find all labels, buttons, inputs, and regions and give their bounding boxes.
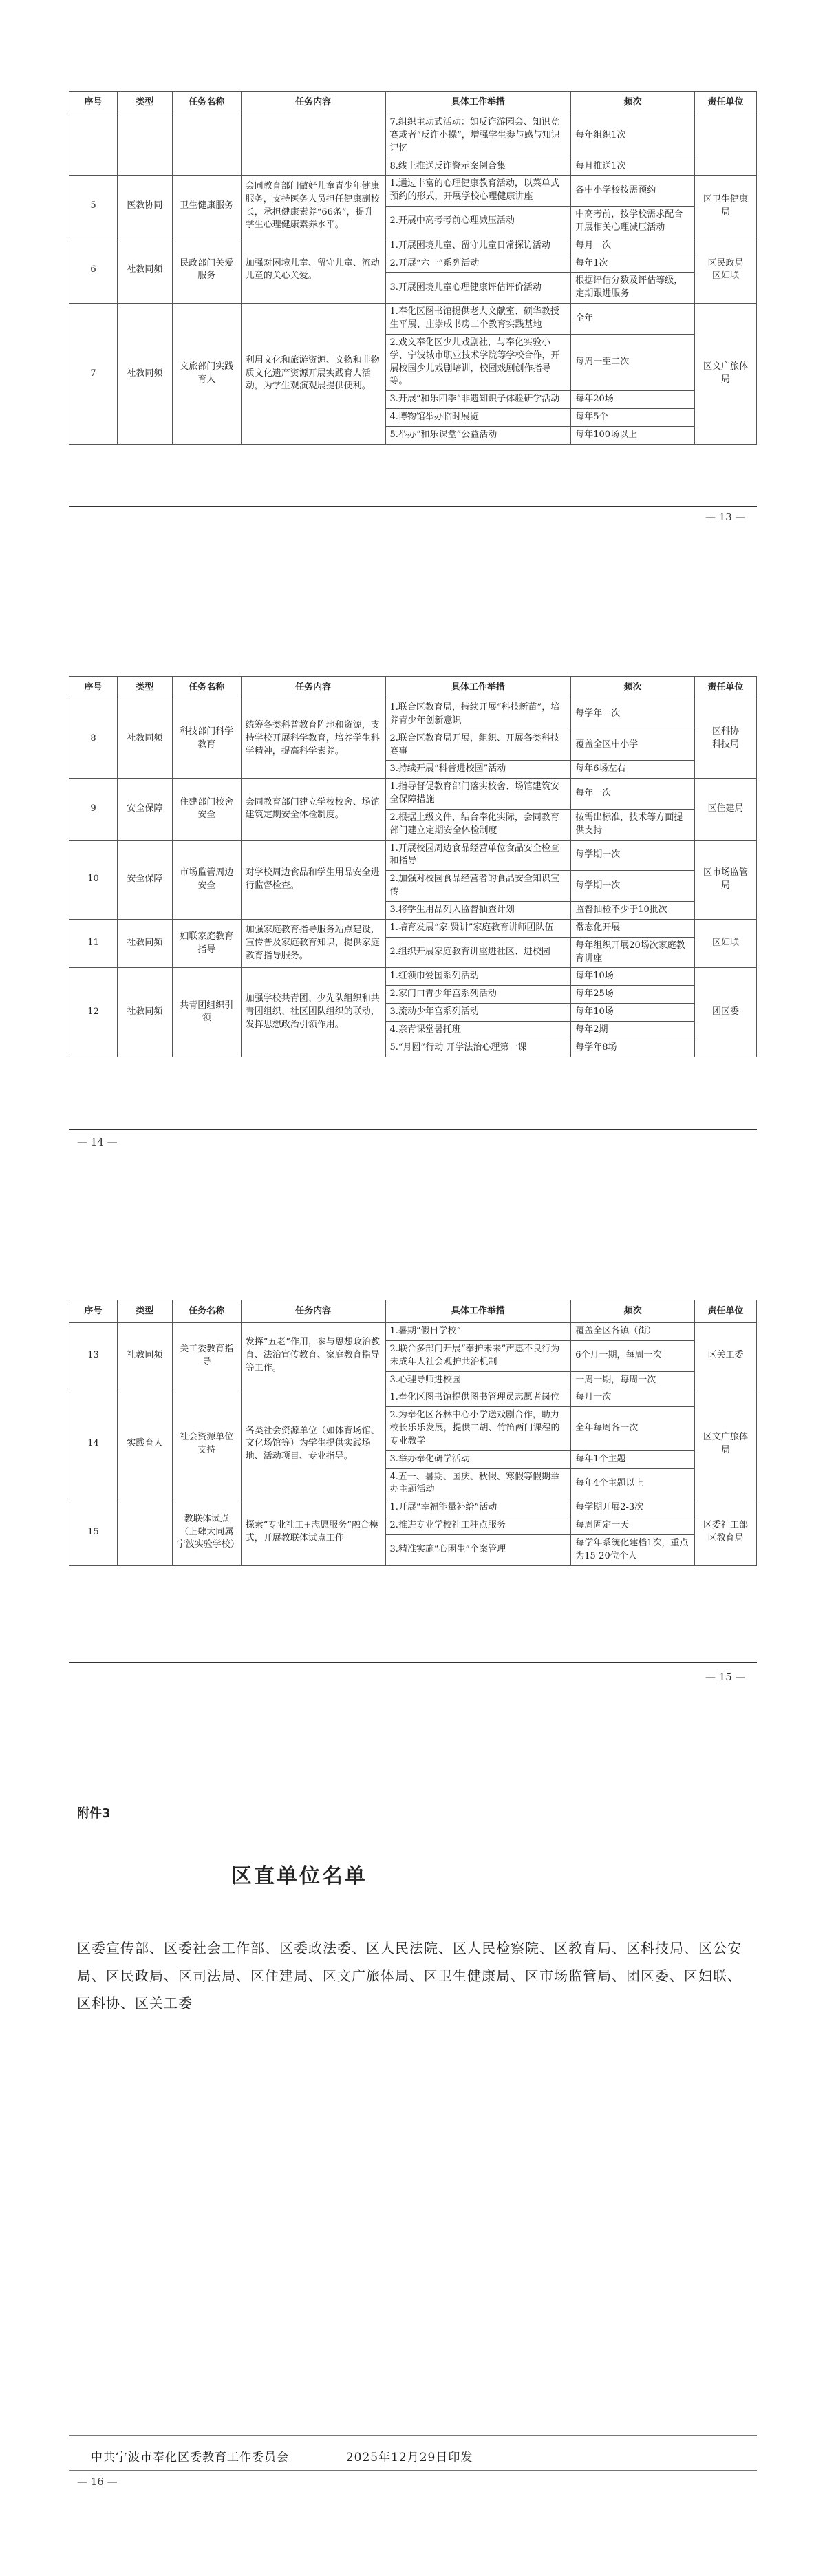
frequency: 每周一至二次 (571, 334, 695, 390)
task-content: 加强对困境儿童、留守儿童、流动儿童的关心关爱。 (241, 237, 385, 303)
frequency: 6个月一期，每周一次 (571, 1340, 695, 1371)
work-measure: 2.联合多部门开展“奉护未来”声惠不良行为未成年人社会观护共治机制 (385, 1340, 571, 1371)
frequency: 每学年系统化建档1次，重点为15-20位个人 (571, 1534, 695, 1565)
task-type: 社教同频 (117, 237, 172, 303)
table-row (69, 1323, 757, 1341)
work-measure: 2.加强对校园食品经营者的食品安全知识宣传 (385, 871, 571, 902)
column-header: 频次 (571, 677, 695, 699)
responsible-unit: 区住建局 (695, 779, 757, 840)
task-type (117, 1499, 172, 1565)
page-number-14: — 14 — (77, 1136, 118, 1148)
task-number: 8 (69, 699, 118, 779)
table-row (69, 968, 757, 986)
task-number: 9 (69, 779, 118, 840)
work-measure: 7.组织主动式活动：如反诈游园会、知识竞赛或者“反诈小操”，增强学生参与感与知识记忆 (385, 114, 571, 158)
page-number-13: — 13 — (705, 511, 746, 523)
task-type: 实践育人 (117, 1389, 172, 1499)
work-measure: 2.开展“六一”系列活动 (385, 255, 571, 273)
work-measure: 3.开展困境儿童心理健康评估评价活动 (385, 273, 571, 304)
frequency: 每年2期 (571, 1021, 695, 1039)
work-measure: 2.开展中高考考前心理减压活动 (385, 207, 571, 237)
task-name: 教联体试点（上肆大同属宁波实验学校） (172, 1499, 241, 1565)
task-content: 探索“专业社工+志愿服务”融合模式，开展教联体试点工作 (241, 1499, 385, 1565)
work-measure: 2.戏文奉化区少儿戏剧社，与奉化实验小学、宁波城市职业技术学院等学校合作，开展校园少儿戏剧培训，校园戏剧创作指导等。 (385, 334, 571, 390)
task-number: 10 (69, 840, 118, 919)
frequency: 每年25场 (571, 986, 695, 1004)
task-table-page-15 (69, 1300, 757, 1566)
work-measure: 8.线上推送反诈警示案例合集 (385, 158, 571, 176)
frequency: 每年1次 (571, 255, 695, 273)
table-row (69, 699, 757, 730)
frequency: 每学年8场 (571, 1039, 695, 1057)
work-measure: 3.持续开展“科普进校园”活动 (385, 761, 571, 779)
page-number-15: — 15 — (705, 1671, 746, 1683)
table-header-row (69, 1300, 757, 1323)
column-header: 责任单位 (695, 677, 757, 699)
column-header: 类型 (117, 677, 172, 699)
column-header: 频次 (571, 92, 695, 114)
task-type: 医教协同 (117, 176, 172, 237)
attachment-title: 区直单位名单 (231, 1864, 367, 1888)
task-name: 民政部门关爱服务 (172, 237, 241, 303)
task-number: 11 (69, 919, 118, 968)
responsible-unit: 区文广旅体局 (695, 304, 757, 445)
responsible-unit: 区民政局 区妇联 (695, 237, 757, 303)
task-name: 住建部门校舍安全 (172, 779, 241, 840)
frequency: 覆盖全区各镇（街） (571, 1323, 695, 1341)
work-measure: 2.组织开展家庭教育讲座进社区、进校园 (385, 937, 571, 968)
frequency: 每月一次 (571, 1389, 695, 1407)
frequency: 常态化开展 (571, 919, 695, 937)
column-header: 序号 (69, 1300, 118, 1323)
frequency: 根据评估分数及评估等级，定期跟进服务 (571, 273, 695, 304)
frequency: 每学年一次 (571, 699, 695, 730)
column-header: 责任单位 (695, 1300, 757, 1323)
frequency: 每年1个主题 (571, 1450, 695, 1468)
table-row (69, 840, 757, 871)
frequency: 按需出标准，技术等方面提供支持 (571, 809, 695, 840)
work-measure: 2.为奉化区各林中心小学送戏剧合作，助力校长乐乐发展，提供二胡、竹笛两门课程的专业教学 (385, 1407, 571, 1451)
page-divider (69, 506, 757, 507)
table-row (69, 237, 757, 255)
work-measure: 1.开展“幸福能量补给”活动 (385, 1499, 571, 1517)
task-name: 科技部门科学教育 (172, 699, 241, 779)
column-header: 序号 (69, 92, 118, 114)
task-type: 安全保障 (117, 779, 172, 840)
column-header: 任务名称 (172, 1300, 241, 1323)
work-measure: 5.“月圆”行动 开学法治心理第一课 (385, 1039, 571, 1057)
responsible-unit (695, 114, 757, 176)
column-header: 具体工作举措 (385, 92, 571, 114)
responsible-unit: 区卫生健康局 (695, 176, 757, 237)
column-header: 责任单位 (695, 92, 757, 114)
frequency: 每年10场 (571, 968, 695, 986)
responsible-unit: 区文广旅体局 (695, 1389, 757, 1499)
column-header: 具体工作举措 (385, 1300, 571, 1323)
work-measure: 1.开展困境儿童、留守儿童日常探访活动 (385, 237, 571, 255)
issuer-name: 中共宁波市奉化区委教育工作委员会 (91, 2451, 289, 2464)
responsible-unit: 区妇联 (695, 919, 757, 968)
task-number: 6 (69, 237, 118, 303)
frequency: 全年每周各一次 (571, 1407, 695, 1451)
frequency: 每学期开展2-3次 (571, 1499, 695, 1517)
task-type: 社教同频 (117, 699, 172, 779)
column-header: 序号 (69, 677, 118, 699)
work-measure: 3.开展“和乐四季”非遗知识子体验研学活动 (385, 391, 571, 409)
task-content: 利用文化和旅游资源、文物和非物质文化遗产资源开展实践育人活动，为学生观演观展提供便利。 (241, 304, 385, 445)
frequency: 全年 (571, 304, 695, 335)
work-measure: 1.培育发展“家·贤讲”家庭教育讲师团队伍 (385, 919, 571, 937)
task-content: 对学校周边食品和学生用品安全进行监督检查。 (241, 840, 385, 919)
work-measure: 2.联合区教育局开展，组织、开展各类科技赛事 (385, 730, 571, 761)
task-content: 会同教育部门做好儿童青少年健康服务，支持医务人员担任健康副校长，承担健康素养“66条”，提升学生心理健康素养水平。 (241, 176, 385, 237)
task-number: 5 (69, 176, 118, 237)
column-header: 任务内容 (241, 1300, 385, 1323)
responsible-unit: 区市场监管局 (695, 840, 757, 919)
task-content: 各类社会资源单位（如体育场馆、文化场馆等）为学生提供实践场地、活动项目、专业指导。 (241, 1389, 385, 1499)
page-divider (69, 1129, 757, 1130)
work-measure: 3.心理导师进校园 (385, 1371, 571, 1389)
frequency: 每学期一次 (571, 840, 695, 871)
work-measure: 5.举办“和乐课堂”公益活动 (385, 426, 571, 444)
task-name: 关工委教育指导 (172, 1323, 241, 1389)
unit-list: 区委宣传部、区委社会工作部、区委政法委、区人民法院、区人民检察院、区教育局、区科技局、区公安局、区民政局、区司法局、区住建局、区文广旅体局、区卫生健康局、区市场监管局、团区委、区妇联、区科协、区关工委 (77, 1940, 742, 2012)
task-type (117, 114, 172, 176)
task-number (69, 114, 118, 176)
frequency: 每年6场左右 (571, 761, 695, 779)
task-type: 安全保障 (117, 840, 172, 919)
task-number: 7 (69, 304, 118, 445)
task-type: 社教同频 (117, 304, 172, 445)
frequency: 每年20场 (571, 391, 695, 409)
table-header-row (69, 677, 757, 699)
frequency: 监督抽检不少于10批次 (571, 901, 695, 919)
task-table-page-13 (69, 91, 757, 445)
column-header: 频次 (571, 1300, 695, 1323)
column-header: 任务内容 (241, 677, 385, 699)
column-header: 类型 (117, 1300, 172, 1323)
work-measure: 1.奉化区图书馆提供老人文献室、硕华教授生平展、庄崇成书房二个教育实践基地 (385, 304, 571, 335)
table-row (69, 114, 757, 158)
task-content: 加强学校共青团、少先队组织和共青团组织、社区团队组织的联动，发挥思想政治引领作用。 (241, 968, 385, 1057)
frequency: 每月推送1次 (571, 158, 695, 176)
footer-top-rule (69, 2435, 757, 2436)
work-measure: 3.举办奉化研学活动 (385, 1450, 571, 1468)
work-measure: 4.五一、暑期、国庆、秋假、寒假等假期举办主题活动 (385, 1468, 571, 1499)
work-measure: 2.根据上级文件，结合奉化实际，会同教育部门建立定期安全体检制度 (385, 809, 571, 840)
frequency: 每年一次 (571, 779, 695, 810)
frequency: 每年100场以上 (571, 426, 695, 444)
table-header-row (69, 92, 757, 114)
frequency: 每年组织开展20场次家庭教育讲座 (571, 937, 695, 968)
task-table-page-14 (69, 676, 757, 1057)
frequency: 每学期一次 (571, 871, 695, 902)
work-measure: 1.暑期“假日学校” (385, 1323, 571, 1341)
task-name: 市场监管周边安全 (172, 840, 241, 919)
task-name: 妇联家庭教育指导 (172, 919, 241, 968)
issuing-footer (91, 2447, 473, 2464)
task-number: 14 (69, 1389, 118, 1499)
task-content: 发挥“五老”作用，参与思想政治教育、法治宣传教育、家庭教育指导等工作。 (241, 1323, 385, 1389)
responsible-unit: 区科协 科技局 (695, 699, 757, 779)
work-measure: 1.指导督促教育部门落实校舍、场馆建筑安全保障措施 (385, 779, 571, 810)
issue-date: 2025年12月29日印发 (345, 2451, 473, 2464)
column-header: 任务内容 (241, 92, 385, 114)
frequency: 每月一次 (571, 237, 695, 255)
page-number-16: — 16 — (77, 2475, 118, 2488)
table-row (69, 304, 757, 335)
work-measure: 4.亲青课堂暑托班 (385, 1021, 571, 1039)
task-content: 统筹各类科普教育阵地和资源，支持学校开展科学教育，培养学生科学精神，提高科学素养。 (241, 699, 385, 779)
responsible-unit: 区委社工部 区教育局 (695, 1499, 757, 1565)
table-row (69, 176, 757, 207)
frequency: 中高考前，按学校需求配合开展相关心理减压活动 (571, 207, 695, 237)
work-measure: 1.红领巾爱国系列活动 (385, 968, 571, 986)
page-divider (69, 1662, 757, 1663)
work-measure: 1.联合区教育局，持续开展“科技新苗”，培养青少年创新意识 (385, 699, 571, 730)
task-number: 12 (69, 968, 118, 1057)
task-name: 共青团组织引领 (172, 968, 241, 1057)
task-content: 会同教育部门建立学校校舍、场馆建筑定期安全体检制度。 (241, 779, 385, 840)
column-header: 任务名称 (172, 677, 241, 699)
column-header: 类型 (117, 92, 172, 114)
responsible-unit: 区关工委 (695, 1323, 757, 1389)
table-row (69, 1389, 757, 1407)
frequency: 各中小学校按需预约 (571, 176, 695, 207)
table-row (69, 779, 757, 810)
work-measure: 2.推进专业学校社工驻点服务 (385, 1517, 571, 1535)
work-measure: 3.将学生用品列入监督抽查计划 (385, 901, 571, 919)
frequency: 每年4个主题以上 (571, 1468, 695, 1499)
frequency: 每年5个 (571, 409, 695, 427)
work-measure: 1.奉化区图书馆提供图书管理员志愿者岗位 (385, 1389, 571, 1407)
column-header: 具体工作举措 (385, 677, 571, 699)
task-content (241, 114, 385, 176)
table-row (69, 919, 757, 937)
footer-bottom-rule (69, 2470, 757, 2471)
frequency: 每周固定一天 (571, 1517, 695, 1535)
task-content: 加强家庭教育指导服务站点建设，宣传普及家庭教育知识，提供家庭教育指导服务。 (241, 919, 385, 968)
task-type: 社教同频 (117, 1323, 172, 1389)
frequency: 一周一期，每周一次 (571, 1371, 695, 1389)
column-header: 任务名称 (172, 92, 241, 114)
work-measure: 2.家门口青少年宫系列活动 (385, 986, 571, 1004)
work-measure: 1.开展校园周边食品经营单位食品安全检查和指导 (385, 840, 571, 871)
frequency: 每年10场 (571, 1004, 695, 1022)
frequency: 每年组织1次 (571, 114, 695, 158)
task-number: 13 (69, 1323, 118, 1389)
task-name: 社会资源单位支持 (172, 1389, 241, 1499)
responsible-unit: 团区委 (695, 968, 757, 1057)
work-measure: 4.博物馆举办临时展览 (385, 409, 571, 427)
work-measure: 3.精准实施“心困生”个案管理 (385, 1534, 571, 1565)
task-type: 社教同频 (117, 968, 172, 1057)
task-name: 卫生健康服务 (172, 176, 241, 237)
work-measure: 3.流动少年宫系列活动 (385, 1004, 571, 1022)
table-row (69, 1499, 757, 1517)
task-name: 文旅部门实践育人 (172, 304, 241, 445)
task-name (172, 114, 241, 176)
attachment-label: 附件3 (77, 1806, 111, 1821)
task-type: 社教同频 (117, 919, 172, 968)
frequency: 覆盖全区中小学 (571, 730, 695, 761)
task-number: 15 (69, 1499, 118, 1565)
work-measure: 1.通过丰富的心理健康教育活动，以菜单式预约的形式，开展学校心理健康讲座 (385, 176, 571, 207)
